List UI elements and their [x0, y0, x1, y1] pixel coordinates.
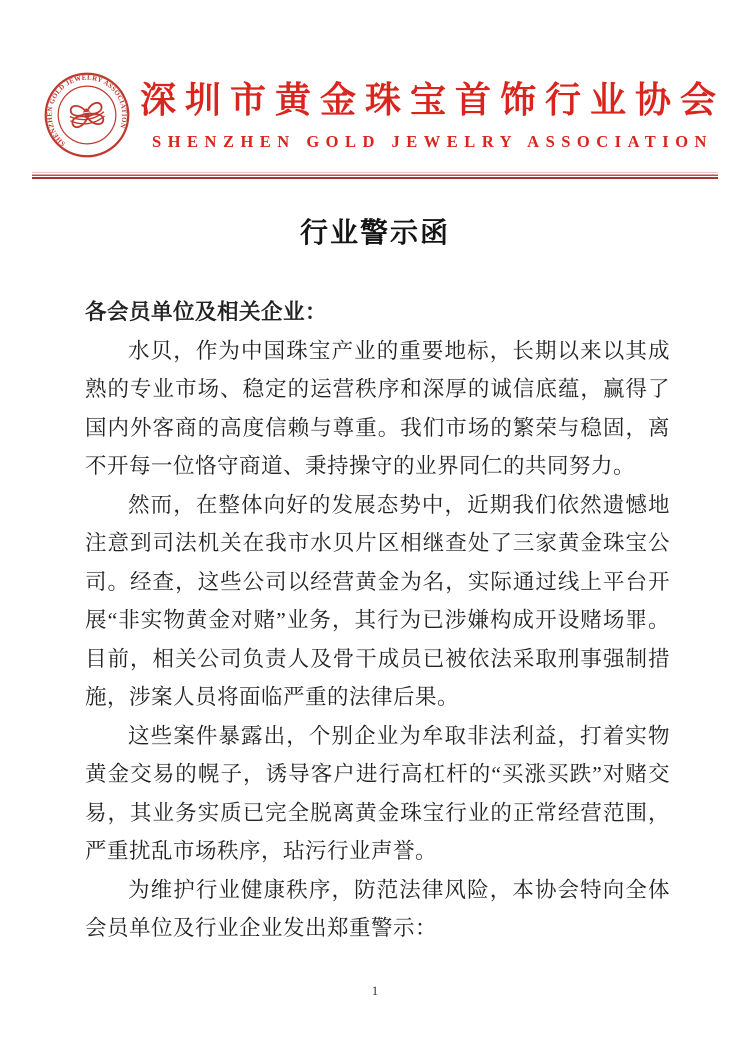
body-paragraph: 水贝，作为中国珠宝产业的重要地标，长期以来以其成熟的专业市场、稳定的运营秩序和深厚的诚信底蕴，赢得了国内外客商的高度信赖与尊重。我们市场的繁荣与稳固，离不开每一位恪守商道、秉持操守的业界同仁的共同努力。: [85, 338, 670, 478]
document-title: 行业警示函: [299, 217, 450, 248]
letterhead: [0, 0, 750, 158]
body-paragraph: 然而，在整体向好的发展态势中，近期我们依然遗憾地注意到司法机关在我市水贝片区相继查处了三家黄金珠宝公司。经查，这些公司以经营黄金为名，实际通过线上平台开展“非实物黄金对赌”业务，其行为已涉嫌构成开设赌场罪。目前，相关公司负责人及骨干成员已被依法采取刑事强制措施，涉案人员将面临严重的法律后果。: [85, 492, 670, 709]
association-logo: [44, 72, 130, 158]
page-number: 1: [371, 983, 379, 998]
letter-body: [0, 293, 750, 948]
seal-ring-text: SHENZHEN GOLD JEWELRY ASSOCIATION: [46, 74, 128, 148]
salutation: 各会员单位及相关企业：: [85, 300, 328, 324]
page-footer: [0, 982, 750, 1000]
org-name-english: SHENZHEN GOLD JEWELRY ASSOCIATION: [152, 132, 713, 151]
association-seal-icon: [38, 66, 135, 163]
org-name-chinese: 深圳市黄金珠宝首饰行业协会: [140, 79, 726, 120]
letterhead-titles: [130, 72, 725, 152]
paragraph-list: [85, 332, 670, 948]
body-paragraph: 这些案件暴露出，个别企业为牟取非法利益，打着实物黄金交易的幌子，诱导客户进行高杠杆的“买涨买跌”对赌交易，其业务实质已完全脱离黄金珠宝行业的正常经营范围，严重扰乱市场秩序，玷污行业声誉。: [85, 723, 670, 863]
body-paragraph: 为维护行业健康秩序，防范法律风险，本协会特向全体会员单位及行业企业发出郑重警示：: [85, 877, 670, 940]
letterhead-divider: [32, 172, 718, 179]
